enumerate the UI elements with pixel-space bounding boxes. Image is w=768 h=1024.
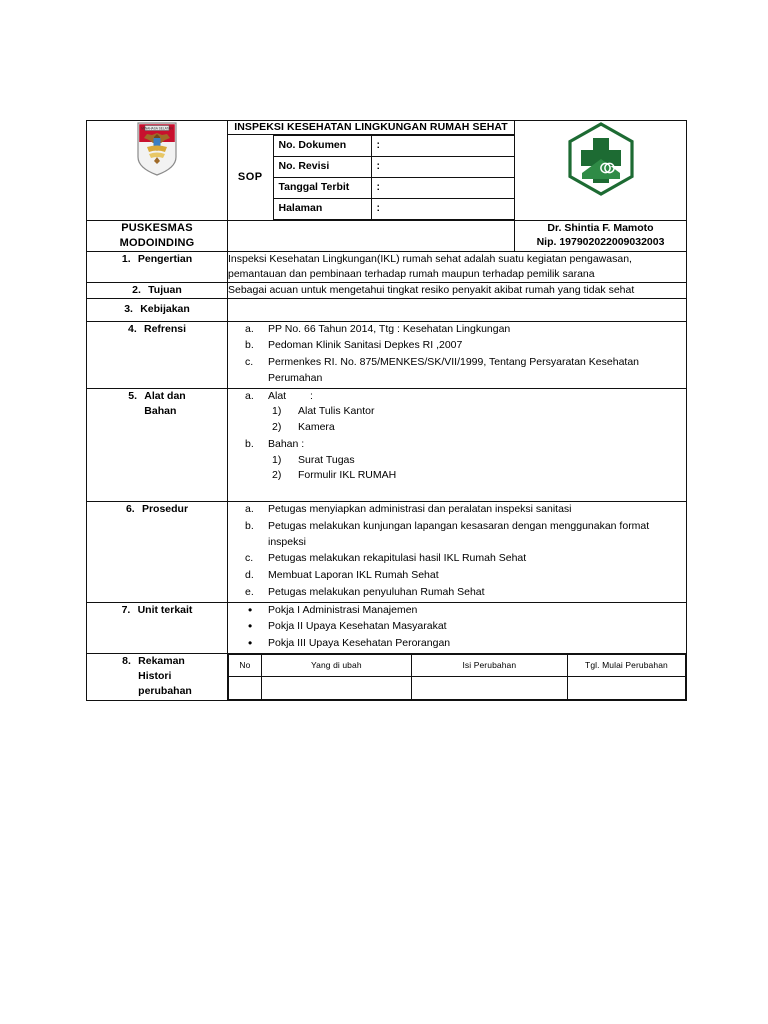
bullet-icon: • <box>248 619 253 634</box>
section-label-inner <box>124 302 190 317</box>
cell-yang-di-ubah <box>261 676 411 699</box>
section-name: Refrensi <box>143 322 186 335</box>
group-sep: : <box>301 437 305 450</box>
list-marker: b. <box>245 437 254 450</box>
alat-sublist <box>268 404 686 436</box>
section-content-kebijakan <box>228 299 687 321</box>
section-number: 2. <box>132 284 141 297</box>
sop-document <box>86 120 686 701</box>
list-marker: 2) <box>272 421 282 434</box>
section-name: Tujuan <box>148 284 182 297</box>
list-marker: d. <box>245 569 254 582</box>
left-logo-cell <box>87 121 228 221</box>
group-sep: : <box>310 389 313 402</box>
section-label-alat-bahan <box>87 388 228 502</box>
list-text: Permenkes RI. No. 875/MENKES/SK/VII/1999, Tentang Persyaratan Kesehatan Perumahan <box>268 356 640 384</box>
organization-cell <box>87 221 228 252</box>
section-name-line3: perubahan <box>138 685 192 698</box>
list-item <box>268 420 686 436</box>
list-item <box>268 404 686 420</box>
list-text: Membuat Laporan IKL Rumah Sehat <box>268 569 439 582</box>
list-item <box>228 585 686 601</box>
list-marker: e. <box>245 585 254 598</box>
meta-label-no-revisi: No. Revisi <box>273 157 371 178</box>
section-label-rekaman-histori <box>87 653 228 700</box>
section-label-inner <box>128 322 186 337</box>
meta-table <box>228 135 515 220</box>
section-row-unit-terkait <box>87 602 687 653</box>
list-text: Pedoman Klinik Sanitasi Depkes RI ,2007 <box>268 339 463 352</box>
section-number: 5. <box>128 389 138 402</box>
meta-sep-1: : <box>376 159 380 172</box>
signatory-name: Dr. Shintia F. Mamoto <box>547 222 654 235</box>
section-content-tujuan <box>228 283 687 299</box>
section-name-line2: Bahan <box>144 404 177 417</box>
meta-value-no-revisi <box>371 157 515 178</box>
column-header-yang-di-ubah: Yang di ubah <box>261 654 411 676</box>
unit-terkait-list <box>228 603 686 652</box>
list-marker: 1) <box>272 453 282 466</box>
list-text: Petugas melakukan rekapitulasi hasil IKL Rumah Sehat <box>268 552 527 565</box>
list-marker: c. <box>245 552 254 565</box>
list-marker: a. <box>245 322 254 335</box>
right-logo-cell <box>515 121 687 221</box>
document-title: INSPEKSI KESEHATAN LINGKUNGAN RUMAH SEHAT <box>234 121 508 133</box>
organization-line1: PUSKESMAS <box>121 222 193 235</box>
list-marker: c. <box>245 356 254 369</box>
section-number: 3. <box>124 303 133 316</box>
signatory-nip: Nip. 197902022009032003 <box>536 236 665 249</box>
list-item <box>228 619 686 635</box>
list-marker: b. <box>245 519 254 532</box>
history-table <box>228 654 686 700</box>
section-row-prosedur <box>87 502 687 603</box>
list-item <box>228 355 686 387</box>
meta-sep-3: : <box>376 201 380 214</box>
meta-label-no-dokumen: No. Dokumen <box>273 136 371 157</box>
list-marker: b. <box>245 339 254 352</box>
bullet-icon: • <box>248 636 253 651</box>
logo-puskesmas-icon <box>562 121 640 197</box>
list-item <box>228 389 686 436</box>
meta-label-tanggal-terbit: Tanggal Terbit <box>273 178 371 199</box>
list-marker: 1) <box>272 405 282 418</box>
signature-space <box>228 221 515 252</box>
list-item <box>228 568 686 584</box>
section-label-inner <box>132 283 182 298</box>
section-number: 6. <box>125 503 135 516</box>
section-name-line2: Histori <box>138 670 172 683</box>
organization-line2: MODOINDING <box>119 236 195 249</box>
header-row <box>87 121 687 135</box>
list-marker: a. <box>245 389 254 402</box>
list-item <box>268 453 686 469</box>
lambang-minahasa-selatan-icon <box>135 121 179 177</box>
section-label-inner <box>128 389 185 419</box>
section-row-rekaman-histori <box>87 653 687 700</box>
list-text: Formulir IKL RUMAH <box>298 469 397 482</box>
section-name-line1: Rekaman <box>138 654 185 667</box>
section-label-pengertian <box>87 251 228 282</box>
bullet-icon: • <box>248 602 253 617</box>
list-item <box>228 338 686 354</box>
group-heading: Alat <box>268 389 287 402</box>
section-row-pengertian <box>87 251 687 282</box>
svg-text:MINAHASA SELATAN: MINAHASA SELATAN <box>141 126 173 131</box>
section-row-kebijakan <box>87 299 687 321</box>
list-text: Petugas melakukan kunjungan lapangan kesasaran dengan menggunakan format inspeksi <box>268 519 650 548</box>
list-text: Kamera <box>298 421 335 434</box>
bahan-sublist <box>268 453 686 485</box>
list-text: Petugas melakukan penyuluhan Rumah Sehat <box>268 585 485 598</box>
section-name-line1: Alat dan <box>144 389 186 402</box>
list-item <box>228 551 686 567</box>
section-label-prosedur <box>87 502 228 603</box>
list-item <box>268 468 686 484</box>
section-label-inner <box>126 502 188 517</box>
list-item <box>228 636 686 652</box>
section-content-unit-terkait <box>228 602 687 653</box>
section-number: 4. <box>127 322 137 335</box>
meta-cell <box>228 135 515 221</box>
section-label-kebijakan <box>87 299 228 321</box>
table-row <box>229 676 686 699</box>
document-title-cell <box>228 121 515 135</box>
section-content-alat-bahan <box>228 388 687 502</box>
section-text: Sebagai acuan untuk mengetahui tingkat resiko penyakit akibat rumah yang tidak sehat <box>228 284 635 297</box>
spacer <box>228 485 686 501</box>
section-name: Prosedur <box>141 503 189 516</box>
section-name: Pengertian <box>137 252 193 265</box>
meta-row-0 <box>228 136 515 157</box>
meta-sep-2: : <box>376 180 380 193</box>
section-number: 1. <box>121 252 131 265</box>
section-label-refrensi <box>87 321 228 388</box>
section-text: Inspeksi Kesehatan Lingkungan(IKL) rumah sehat adalah suatu kegiatan pengawasan, pemantauan dan pembinaan terhadap rumah maupun terhadap pemilik sarana <box>228 252 632 281</box>
list-item <box>228 502 686 518</box>
cell-isi-perubahan <box>411 676 567 699</box>
org-signature-row <box>87 221 687 252</box>
list-item <box>228 519 686 551</box>
meta-value-halaman <box>371 199 515 220</box>
column-header-no: No <box>229 654 262 676</box>
section-label-inner <box>122 654 192 700</box>
cell-tgl-mulai-perubahan <box>567 676 685 699</box>
list-text: PP No. 66 Tahun 2014, Ttg : Kesehatan Lingkungan <box>268 322 511 335</box>
sop-label: SOP <box>228 136 273 220</box>
signatory-cell <box>515 221 687 252</box>
list-text: Surat Tugas <box>298 453 355 466</box>
cell-no <box>229 676 262 699</box>
section-content-rekaman-histori <box>228 653 687 700</box>
section-name: Kebijakan <box>140 303 190 316</box>
section-name: Unit terkait <box>137 603 193 616</box>
list-item <box>228 603 686 619</box>
list-marker: a. <box>245 503 254 516</box>
section-row-refrensi <box>87 321 687 388</box>
section-content-pengertian <box>228 251 687 282</box>
meta-sep-0: : <box>376 138 380 151</box>
section-label-unit-terkait <box>87 602 228 653</box>
column-header-tgl-mulai-perubahan: Tgl. Mulai Perubahan <box>567 654 685 676</box>
section-label-tujuan <box>87 283 228 299</box>
meta-value-no-dokumen <box>371 136 515 157</box>
list-item <box>228 322 686 338</box>
section-content-refrensi <box>228 321 687 388</box>
section-row-tujuan <box>87 283 687 299</box>
list-text: Pokja II Upaya Kesehatan Masyarakat <box>268 620 447 633</box>
sop-table <box>86 120 687 701</box>
prosedur-list <box>228 502 686 601</box>
list-item <box>228 437 686 484</box>
list-text: Alat Tulis Kantor <box>298 405 375 418</box>
list-text: Petugas menyiapkan administrasi dan peralatan inspeksi sanitasi <box>268 503 572 516</box>
group-heading: Bahan <box>268 437 299 450</box>
column-header-isi-perubahan: Isi Perubahan <box>411 654 567 676</box>
list-text: Pokja I Administrasi Manajemen <box>268 603 418 616</box>
section-label-inner <box>122 603 193 618</box>
section-content-prosedur <box>228 502 687 603</box>
meta-label-halaman: Halaman <box>273 199 371 220</box>
table-header-row <box>229 654 686 676</box>
alat-bahan-list <box>228 389 686 485</box>
refrensi-list <box>228 322 686 387</box>
list-marker: 2) <box>272 469 282 482</box>
section-number: 7. <box>121 603 131 616</box>
meta-value-tanggal-terbit <box>371 178 515 199</box>
list-text: Pokja III Upaya Kesehatan Perorangan <box>268 637 451 650</box>
section-row-alat-bahan <box>87 388 687 502</box>
section-label-inner <box>122 252 192 267</box>
section-number: 8. <box>122 654 131 667</box>
